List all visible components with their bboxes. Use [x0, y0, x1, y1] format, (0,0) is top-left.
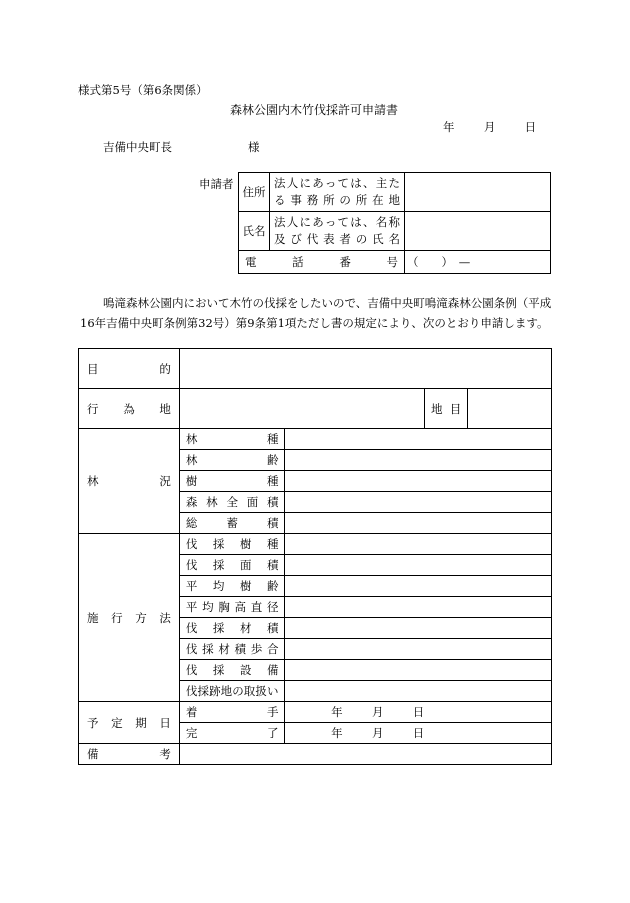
addressee-honorific: 様: [248, 140, 260, 154]
method-item-input[interactable]: [285, 639, 552, 660]
location-label: 行為地: [87, 401, 171, 416]
name-note-line1: 法人にあっては、名称: [274, 215, 400, 229]
remarks-row: [79, 744, 552, 765]
start-day-unit: 日: [412, 705, 425, 719]
name-row: [239, 212, 551, 251]
schedule-label: 予定期日: [87, 715, 171, 730]
purpose-label: 目的: [87, 361, 171, 376]
schedule-start-label-cell: [179, 702, 285, 723]
method-item-label-cell: [179, 639, 285, 660]
method-item-input[interactable]: [285, 576, 552, 597]
method-item-input[interactable]: [285, 681, 552, 702]
method-item-input[interactable]: [285, 555, 552, 576]
phone-label-cell: [239, 251, 405, 274]
end-day-unit: 日: [412, 726, 425, 740]
forest-item-label: 樹種: [185, 474, 279, 488]
name-note: [270, 212, 405, 251]
date-day-label: 日: [524, 120, 537, 134]
method-item-input[interactable]: [285, 534, 552, 555]
forest-row: [79, 429, 552, 450]
forest-item-label-cell: [179, 492, 285, 513]
forest-item-label: 林種: [185, 432, 279, 446]
date-line: [443, 119, 536, 135]
method-item-label: 伐採樹種: [185, 537, 279, 551]
address-note-line1: 法人にあっては、主た: [274, 176, 400, 190]
location-row: [79, 389, 552, 429]
land-category-input[interactable]: [468, 389, 552, 429]
location-input[interactable]: [179, 389, 424, 429]
phone-input[interactable]: [405, 251, 551, 274]
date-month-label: 月: [483, 120, 496, 134]
method-item-label-cell: [179, 534, 285, 555]
method-item-label: 平均胸高直径: [185, 600, 279, 614]
forest-condition-label-cell: [79, 429, 180, 534]
address-note: [270, 173, 405, 212]
forest-item-input[interactable]: [285, 471, 552, 492]
schedule-start-date[interactable]: [285, 702, 552, 723]
forest-item-label: 森林全面積: [185, 495, 279, 509]
remarks-label: 備考: [87, 747, 171, 761]
method-label-cell: [79, 534, 180, 702]
schedule-end-label-cell: [179, 723, 285, 744]
method-item-label-cell: [179, 597, 285, 618]
body-text-line1: 鳴滝森林公園内において木竹の伐採をしたいので、吉備中央町鳴滝森林公園条例（平成: [103, 296, 552, 310]
method-item-label: 伐採設備: [185, 663, 279, 677]
date-year-label: 年: [443, 120, 455, 134]
method-item-label-cell: [179, 618, 285, 639]
method-item-label-cell: [179, 681, 285, 702]
remarks-input[interactable]: [179, 744, 551, 765]
method-item-label: 伐採材積歩合: [185, 642, 279, 656]
forest-condition-label: 林況: [87, 474, 171, 488]
name-input[interactable]: [405, 212, 551, 251]
method-label: 施行方法: [87, 610, 171, 625]
phone-row: [239, 251, 551, 274]
method-item-input[interactable]: [285, 597, 552, 618]
method-item-input[interactable]: [285, 618, 552, 639]
forest-item-label-cell: [179, 471, 285, 492]
forest-item-label: 林齢: [185, 453, 279, 467]
schedule-start-label: 着手: [185, 705, 279, 719]
purpose-label-cell: [79, 349, 180, 389]
start-year-unit: 年: [331, 705, 343, 719]
address-label: 住所: [239, 173, 270, 212]
schedule-start-row: [79, 702, 552, 723]
address-row: [239, 173, 551, 212]
name-note-line2: 及び代表者の氏名: [274, 232, 400, 246]
land-category-label: 地目: [430, 401, 462, 416]
document-title: 森林公園内木竹伐採許可申請書: [230, 103, 399, 117]
method-item-label: 伐採材積: [185, 621, 279, 635]
schedule-end-label: 完了: [185, 726, 279, 740]
start-month-unit: 月: [371, 705, 384, 719]
method-item-label: 平均樹齢: [185, 579, 279, 593]
end-month-unit: 月: [371, 726, 384, 740]
forest-item-input[interactable]: [285, 429, 552, 450]
method-item-label: 伐採跡地の取扱い: [185, 684, 279, 698]
forest-item-input[interactable]: [285, 513, 552, 534]
addressee-name: 吉備中央町長: [103, 140, 172, 154]
method-item-input[interactable]: [285, 660, 552, 681]
purpose-row: [79, 349, 552, 389]
application-table: [78, 348, 552, 765]
forest-item-input[interactable]: [285, 450, 552, 471]
land-category-label-cell: [424, 389, 467, 429]
forest-item-label-cell: [179, 429, 285, 450]
applicant-label: 申請者: [199, 177, 234, 191]
method-item-label-cell: [179, 555, 285, 576]
forest-item-input[interactable]: [285, 492, 552, 513]
forest-item-label-cell: [179, 450, 285, 471]
applicant-table: [238, 172, 551, 274]
purpose-input[interactable]: [179, 349, 551, 389]
phone-label: 電話番号: [245, 255, 398, 269]
method-item-label-cell: [179, 660, 285, 681]
remarks-label-cell: [79, 744, 180, 765]
address-note-line2: る事務所の所在地: [274, 193, 400, 207]
method-item-label-cell: [179, 576, 285, 597]
schedule-end-date[interactable]: [285, 723, 552, 744]
name-label: 氏名: [239, 212, 270, 251]
forest-item-label-cell: [179, 513, 285, 534]
method-item-label: 伐採面積: [185, 558, 279, 572]
forest-item-label: 総蓄積: [185, 516, 279, 530]
location-label-cell: [79, 389, 180, 429]
address-input[interactable]: [405, 173, 551, 212]
end-year-unit: 年: [331, 726, 343, 740]
body-text-line2: 16年吉備中央町条例第32号）第9条第1項ただし書の規定により、次のとおり申請します。: [80, 316, 549, 330]
form-number: 様式第5号（第6条関係）: [78, 83, 208, 97]
phone-format: （ ） —: [407, 255, 471, 269]
schedule-label-cell: [79, 702, 180, 744]
method-row: [79, 534, 552, 555]
